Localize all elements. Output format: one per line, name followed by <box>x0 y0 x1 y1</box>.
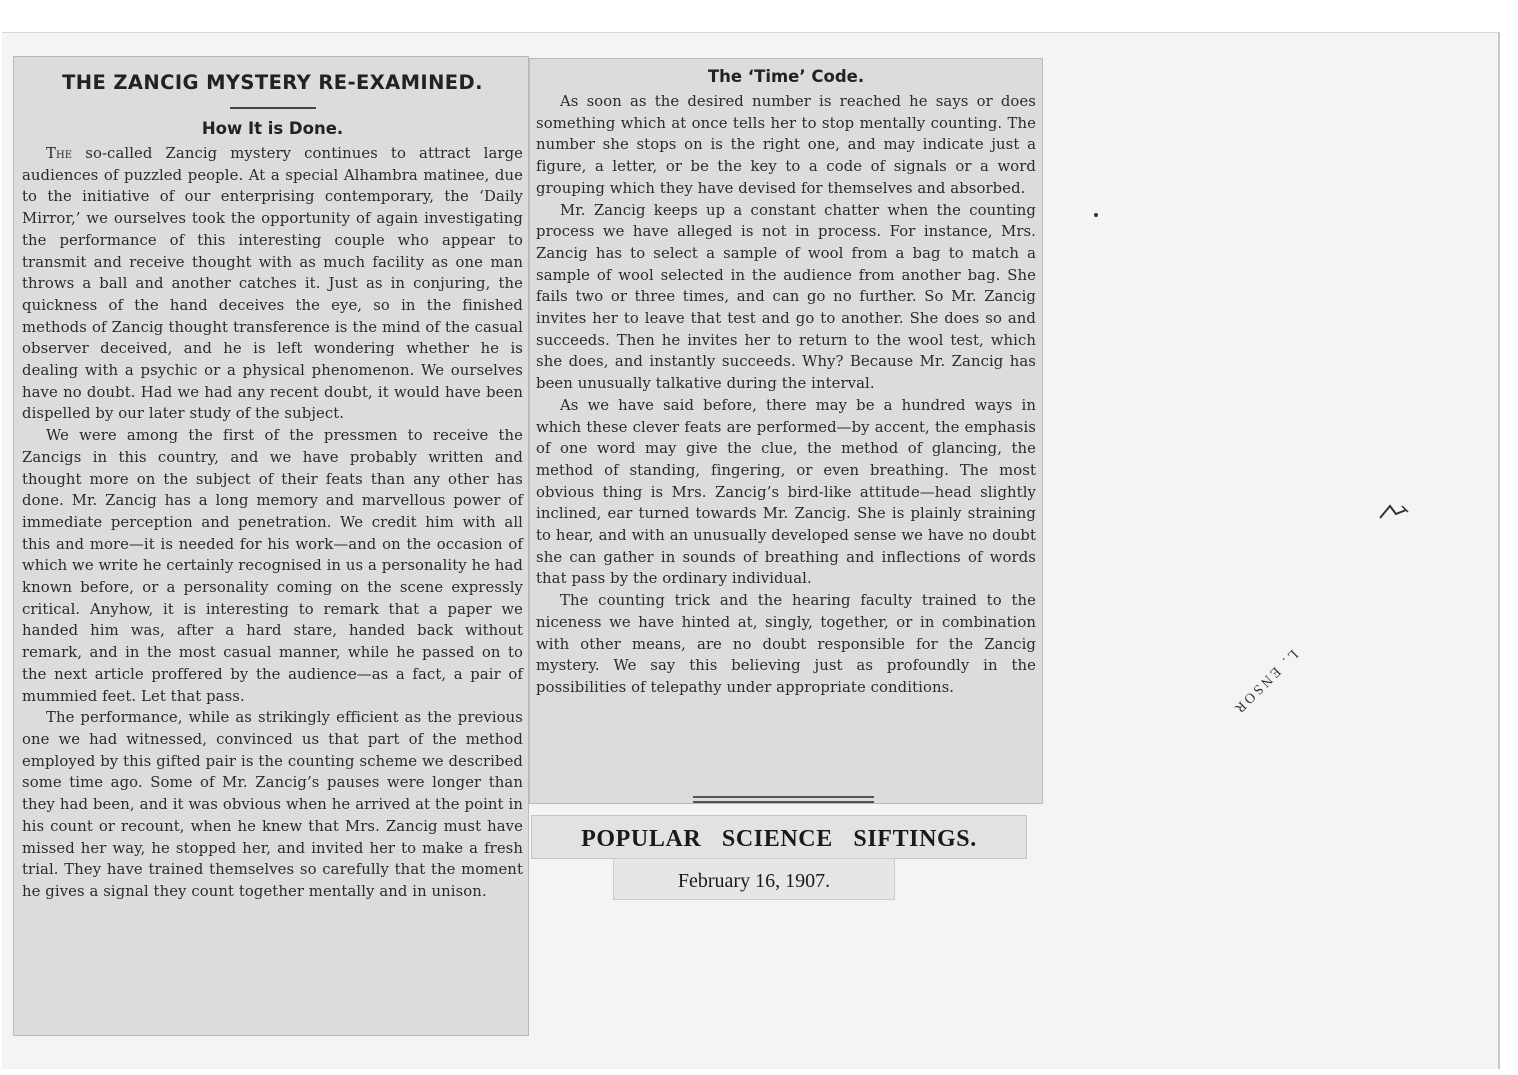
right-paragraph-3: As we have said before, there may be a hundred ways in which these clever feats are performed—by accent, the emphasis of one word may give the clue, the method of glancing, the method of standing, fingering, or even breathing. The most obvious thing is Mrs. Zancig’s bird-like attitude—head slightly inclined, ear turned towards Mr. Zancig. She is plainly straining to hear, and with an unusually developed sense we have no doubt she can gather in sounds of breathing and inflections of words that pass by the ordinary individual. <box>536 396 1036 588</box>
end-rule-bottom <box>693 801 874 803</box>
right-article-clipping <box>529 58 1043 804</box>
lead-word: The <box>46 145 73 162</box>
owner-stamp: L. ENSOR <box>1229 646 1301 718</box>
left-paragraph-2: We were among the first of the pressmen to receive the Zancigs in this country, and we have probably written and thought more on the subject of their feats than any other has done. Mr. Zancig has a long memory and marvellous power of immediate perception and penetration. We credit him with all this and more—it is needed for his work—and on the occasion of which we write he certainly recognised in us a personality he had known before, or a personality coming on the scene expressly critical. Anyhow, it is interesting to remark that a paper we handed him was, after a hard stare, handed back without remark, and in the most casual manner, while he passed on to the next article proffered by the audience—as a fact, a pair of mummied feet. Let that pass. <box>22 427 523 705</box>
end-rule-top <box>693 796 874 798</box>
ink-speck <box>1094 213 1098 217</box>
time-code-subhead: The ‘Time’ Code. <box>707 67 865 86</box>
pencil-mark-icon <box>1378 500 1412 524</box>
right-paragraph-2: Mr. Zancig keeps up a constant chatter when the counting process we have alleged is not in process. For instance, Mrs. Zancig has to select a sample of wool from a bag to match a sample of wool selected in the audience from another bag. She fails two or three times, and can go no further. So Mr. Zancig invites her to leave that test and go to another. She does so and succeeds. Then he invites her to return to the wool test, which she does, and instantly succeeds. Why? Because Mr. Zancig has been unusually talkative during the interval. <box>536 201 1036 393</box>
right-paragraph-4: The counting trick and the hearing faculty trained to the niceness we have hinted at, singly, together, or in combination with other means, are no doubt responsible for the Zancig mystery. We say this believing just as profoundly in the possibilities of telepathy under appropriate conditions. <box>536 592 1036 696</box>
article-subhead: How It is Done. <box>201 119 344 138</box>
headline-divider <box>230 107 316 109</box>
publication-masthead: POPULAR SCIENCE SIFTINGS. <box>531 815 1027 859</box>
publication-date: February 16, 1907. <box>613 858 895 900</box>
right-paragraph-1: As soon as the desired number is reached he says or does something which at once tells her to stop mentally counting. The number she stops on is the right one, and may indicate just a figure, a letter, or be the key to a code of signals or a word grouping which they have devised for themselves and absorbed. <box>536 93 1036 197</box>
left-paragraph-1-text: so-called Zancig mystery continues to attract large audiences of puzzled people. At a special Alhambra matinee, due to the initiative of our enterprising contemporary, the ‘Daily Mirror,’ we ourselves took the opportunity of again investigating the performance of this interesting couple who appear to transmit and receive thought with as much facility as one man throws a ball and another catches it. Just as in conjuring, the quickness of the hand deceives the eye, so in the finished methods of Zancig thought transference is the mind of the casual observer deceived, and he is left wondering whether he is dealing with a psychic or a physical phenomenon. We ourselves have no doubt. Had we had any recent doubt, it would have been dispelled by our later study of the subject. <box>22 145 523 423</box>
left-article-clipping <box>13 56 529 1036</box>
left-paragraph-3: The performance, while as strikingly efficient as the previous one we had witnessed, convinced us that part of the method employed by this gifted pair is the counting scheme we described some time ago. Some of Mr. Zancig’s pauses were longer than they had been, and it was obvious when he arrived at the point in his count or recount, when he knew that Mrs. Zancig must have missed her way, he stopped her, and invited her to make a fresh trial. They have trained themselves so carefully that the moment he gives a signal they count together mentally and in unison. <box>22 709 523 900</box>
left-paragraph-1 <box>22 143 523 425</box>
article-headline: THE ZANCIG MYSTERY RE-EXAMINED. <box>62 71 483 94</box>
